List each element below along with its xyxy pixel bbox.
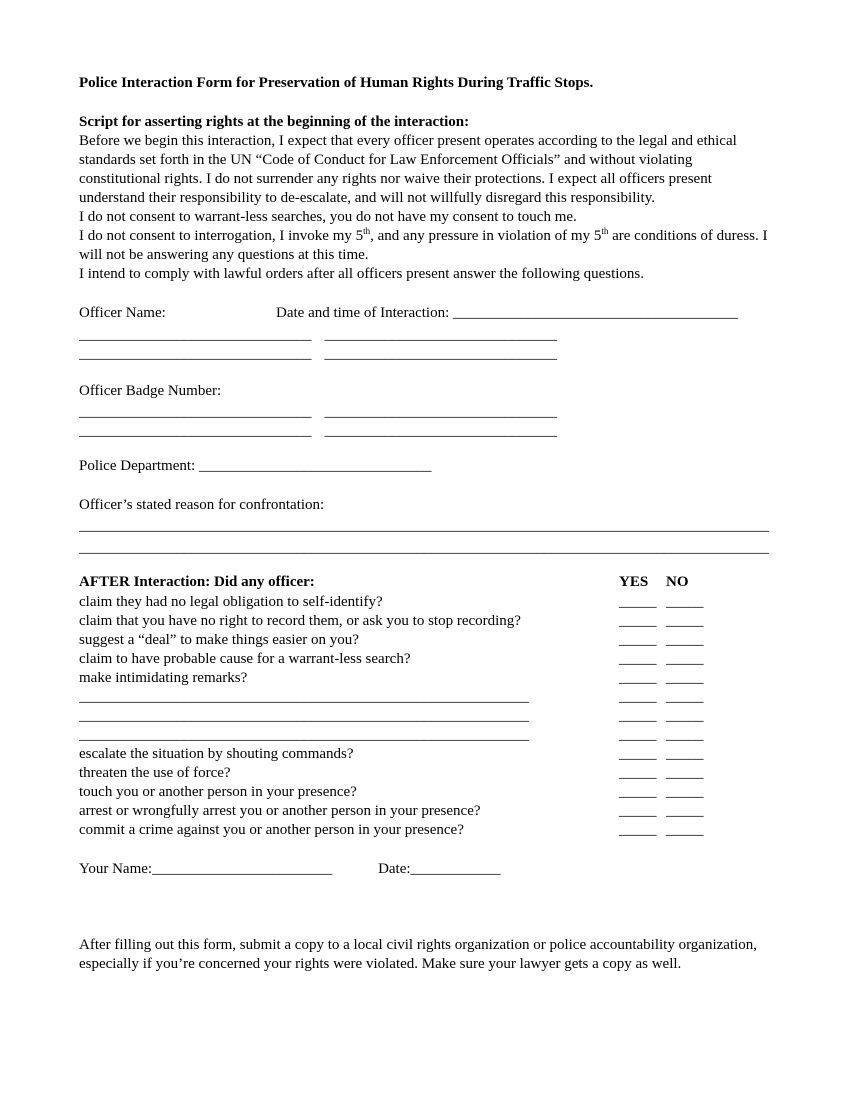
question-label: suggest a “deal” to make things easier on you? <box>79 632 359 648</box>
no-blank: _____ <box>666 803 704 819</box>
date-time-label: Date and time of Interaction: <box>276 305 450 321</box>
reason-blank-line: ____________________________________________________________________________________________ <box>79 540 769 556</box>
no-blank: _____ <box>666 651 704 667</box>
script-paragraph-3-part-b: , and any pressure in violation of my 5 <box>370 228 602 244</box>
your-name-blank-line: ________________________ <box>152 861 333 877</box>
checklist-row <box>79 612 710 631</box>
no-blank: _____ <box>666 727 704 743</box>
badge-number-label: Officer Badge Number: <box>79 383 222 399</box>
no-blank: _____ <box>666 746 704 762</box>
after-interaction-checklist <box>79 573 771 840</box>
no-blank: _____ <box>666 765 704 781</box>
department-label: Police Department: <box>79 458 196 474</box>
checklist-row <box>79 764 710 783</box>
yes-column-header: YES <box>619 574 649 590</box>
yes-blank: _____ <box>619 594 657 610</box>
yes-blank: _____ <box>619 803 657 819</box>
script-paragraph-4: I intend to comply with lawful orders after all officers present answer the following questions. <box>79 266 644 282</box>
officer-name-date-row <box>79 304 771 323</box>
badge-number-blank-line: _______________________________ <box>79 404 312 420</box>
checklist-row <box>79 802 710 821</box>
officer-name-blank-row <box>79 326 771 345</box>
badge-number-blank-row <box>79 403 771 422</box>
form-title: Police Interaction Form for Preservation of Human Rights During Traffic Stops. <box>79 75 594 91</box>
yes-blank: _____ <box>619 670 657 686</box>
no-blank: _____ <box>666 822 704 838</box>
officer-name-blank-line: _______________________________ <box>79 327 312 343</box>
checklist-rows <box>79 593 710 840</box>
yes-blank: _____ <box>619 613 657 629</box>
yes-blank: _____ <box>619 784 657 800</box>
officer-name-label: Officer Name: <box>79 305 166 321</box>
question-label: threaten the use of force? <box>79 765 231 781</box>
badge-number-blank-line: _______________________________ <box>324 423 557 439</box>
no-blank: _____ <box>666 708 704 724</box>
officer-name-blank-row <box>79 345 771 364</box>
writein-blank-line: ____________________________________________________________ <box>79 727 529 743</box>
officer-name-blank-line: _______________________________ <box>79 346 312 362</box>
question-label: claim that you have no right to record them, or ask you to stop recording? <box>79 613 521 629</box>
fifth-amendment-superscript: th <box>601 226 609 236</box>
script-paragraph-3-part-c: are conditions of duress. I will not be answering any questions at this time. <box>79 228 768 263</box>
checklist-header <box>79 573 710 592</box>
checklist-row-writein <box>79 707 710 726</box>
question-label: claim they had no legal obligation to self-identify? <box>79 594 383 610</box>
badge-number-blank-line: _______________________________ <box>79 423 312 439</box>
footer-note: After filling out this form, submit a copy to a local civil rights organization or police accountability organization, especially if you’re concerned your rights were violated. Make sure your lawyer gets a copy as well. <box>79 937 758 972</box>
checklist-row <box>79 821 710 840</box>
yes-blank: _____ <box>619 708 657 724</box>
no-blank: _____ <box>666 632 704 648</box>
checklist-row <box>79 745 710 764</box>
badge-number-blank-row <box>79 422 771 441</box>
yes-blank: _____ <box>619 632 657 648</box>
writein-blank-line: ____________________________________________________________ <box>79 708 529 724</box>
script-paragraph-2: I do not consent to warrant-less searches, you do not have my consent to touch me. <box>79 209 577 225</box>
department-row <box>79 457 771 476</box>
signature-date-blank-line: ____________ <box>410 861 501 877</box>
question-label: arrest or wrongfully arrest you or another person in your presence? <box>79 803 481 819</box>
script-section-heading: Script for asserting rights at the beginning of the interaction: <box>79 114 470 130</box>
no-blank: _____ <box>666 784 704 800</box>
yes-blank: _____ <box>619 765 657 781</box>
your-name-label: Your Name: <box>79 861 153 877</box>
no-blank: _____ <box>666 689 704 705</box>
script-paragraph-3-part-a: I do not consent to interrogation, I invoke my 5 <box>79 228 364 244</box>
no-blank: _____ <box>666 594 704 610</box>
no-column-header: NO <box>666 574 689 590</box>
script-paragraph-1: Before we begin this interaction, I expect that every officer present operates according to the legal and ethical standards set forth in the UN “Code of Conduct for Law Enforcement Officials” and without violating constitutional rights. I do not surrender any rights nor waive their protections. I expect all officers present understand their responsibility to de-escalate, and will not willfully disregard this responsibility. <box>79 133 737 206</box>
department-blank-line: _______________________________ <box>198 458 432 474</box>
fifth-amendment-superscript: th <box>363 226 371 236</box>
checklist-row <box>79 631 710 650</box>
signature-date-label: Date: <box>378 861 411 877</box>
question-label: escalate the situation by shouting commands? <box>79 746 354 762</box>
question-label: commit a crime against you or another person in your presence? <box>79 822 464 838</box>
checklist-row <box>79 783 710 802</box>
question-label: touch you or another person in your presence? <box>79 784 357 800</box>
question-label: make intimidating remarks? <box>79 670 248 686</box>
no-blank: _____ <box>666 670 704 686</box>
yes-blank: _____ <box>619 651 657 667</box>
officer-name-blank-line: _______________________________ <box>324 327 557 343</box>
script-paragraph-3 <box>79 227 771 265</box>
yes-blank: _____ <box>619 746 657 762</box>
signature-row <box>79 860 771 879</box>
question-label: claim to have probable cause for a warrant-less search? <box>79 651 411 667</box>
yes-blank: _____ <box>619 689 657 705</box>
yes-blank: _____ <box>619 727 657 743</box>
checklist-row <box>79 669 710 688</box>
checklist-row-writein <box>79 688 710 707</box>
reason-label: Officer’s stated reason for confrontation: <box>79 497 325 513</box>
no-blank: _____ <box>666 613 704 629</box>
checklist-row <box>79 593 710 612</box>
date-time-blank-line: ______________________________________ <box>453 305 739 321</box>
checklist-row <box>79 650 710 669</box>
reason-blank-line: ____________________________________________________________________________________________ <box>79 518 769 534</box>
writein-blank-line: ____________________________________________________________ <box>79 689 529 705</box>
checklist-heading: AFTER Interaction: Did any officer: <box>79 574 315 590</box>
badge-number-blank-line: _______________________________ <box>324 404 557 420</box>
yes-blank: _____ <box>619 822 657 838</box>
officer-name-blank-line: _______________________________ <box>324 346 557 362</box>
checklist-row-writein <box>79 726 710 745</box>
